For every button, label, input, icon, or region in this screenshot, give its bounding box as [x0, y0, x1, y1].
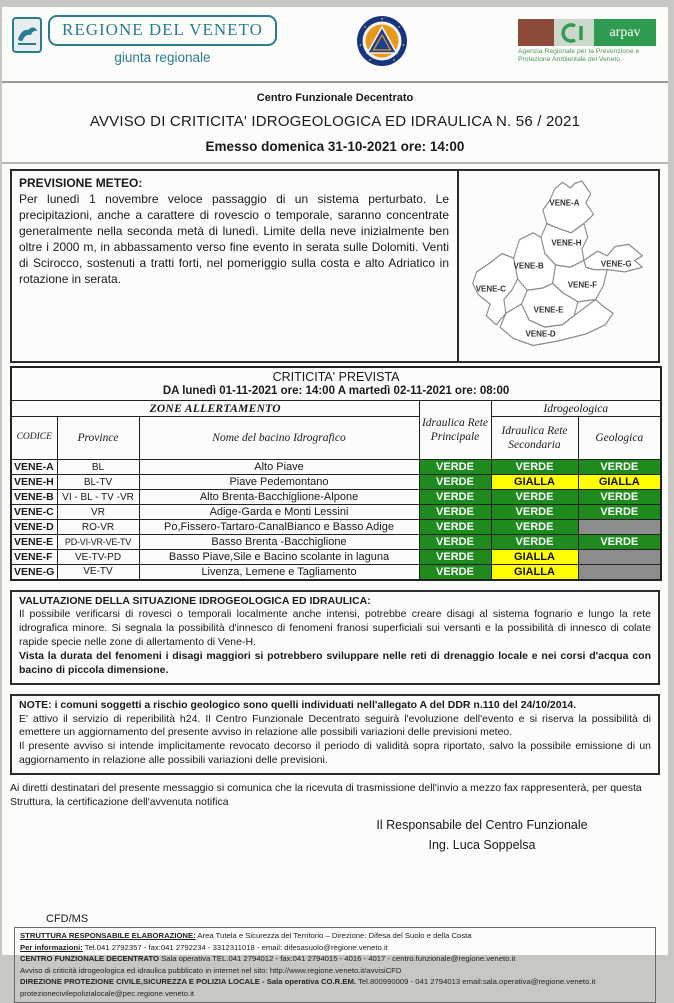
zone-provinces: VI - BL - TV -VR: [57, 490, 139, 505]
zone-code: VENE-E: [11, 535, 57, 550]
forecast-heading: PREVISIONE METEO:: [19, 176, 143, 190]
zone-code: VENE-H: [11, 475, 57, 490]
status-geologica: VERDE: [578, 505, 661, 520]
header-bacino: Nome del bacino Idrografico: [139, 417, 419, 460]
status-rete-principale: VERDE: [419, 460, 491, 475]
letterhead: [2, 7, 668, 75]
zone-code: VENE-A: [11, 460, 57, 475]
note-heading: NOTE: i comuni soggetti a rischio geologico sono quelli individuati nell'allegato A del DDR n.110 del 24/10/2014.: [19, 698, 577, 711]
zone-provinces: PD-VI-VR-VE-TV: [57, 535, 139, 550]
forecast-text: Per lunedì 1 novembre veloce passaggio di un sistema perturbato. Le precipitazioni, anche a carattere di rovescio o temporale, saranno concentrate generalmente nella seconda metà di lunedì. Limite della neve inizialmente ben oltre i 2000 m, in abbassamento verso fine evento in serata sulle Dolomiti. Venti di Scirocco, sostenuti a tratti forti, nel pomeriggio sulla costa e alto Adriatico in rotazione in serata.: [19, 192, 449, 286]
status-rete-secondaria: VERDE: [491, 460, 578, 475]
zone-basin: Alto Piave: [139, 460, 419, 475]
status-rete-secondaria: GIALLA: [491, 475, 578, 490]
note-text: E' attivo il servizio di reperibilità h24. Il Centro Funzionale Decentrato seguirà l'evoluzione dell'evento e si riserva la possibilità di emettere un aggiornamento del presente avviso in relazione alle possibili variazioni delle previsioni meteo.: [19, 712, 651, 739]
status-rete-secondaria: VERDE: [491, 490, 578, 505]
alert-zones-map: [459, 171, 658, 361]
criticita-validity-period: DA lunedì 01-11-2021 ore: 14:00 A martedì 02-11-2021 ore: 08:00: [162, 385, 510, 397]
status-rete-principale: VERDE: [419, 505, 491, 520]
zone-basin: Piave Pedemontano: [139, 475, 419, 490]
criticita-title: CRITICITA' PREVISTA: [272, 370, 400, 384]
zone-basin: Basso Piave,Sile e Bacino scolante in laguna: [139, 550, 419, 565]
zone-code: VENE-C: [11, 505, 57, 520]
header-province: Province: [57, 417, 139, 460]
zone-provinces: VE-TV: [57, 565, 139, 580]
giunta-regionale-label: giunta regionale: [114, 50, 211, 65]
title-divider: [2, 162, 668, 164]
signature-role: Il Responsabile del Centro Funzionale: [376, 818, 588, 833]
status-geologica: VERDE: [578, 535, 661, 550]
map-zone-label: VENE-E: [533, 305, 564, 315]
status-rete-secondaria: VERDE: [491, 505, 578, 520]
zone-basin: Livenza, Lemene e Tagliamento: [139, 565, 419, 580]
footer-line: protezionecivilepolizialocale@pec.regione.veneto.it: [20, 988, 195, 998]
status-geologica: [578, 520, 661, 535]
table-row: [11, 460, 661, 475]
map-zone-label: VENE-G: [600, 259, 632, 269]
header-idraulica-rete-secondaria: Idraulica Rete Secondaria: [491, 417, 578, 460]
status-rete-principale: VERDE: [419, 520, 491, 535]
zone-provinces: VR: [57, 505, 139, 520]
arpav-caption: Agenzia Regionale per la Prevenzione e Protezione Ambientale del Veneto: [518, 48, 640, 64]
table-row: [11, 490, 661, 505]
protezione-civile-badge-icon: [356, 15, 408, 67]
document-title: AVVISO DI CRITICITA' IDROGEOLOGICA ED IDRAULICA N. 56 / 2021: [89, 113, 581, 130]
map-zone-label: VENE-A: [549, 198, 580, 208]
zone-basin: Alto Brenta-Bacchiglione-Alpone: [139, 490, 419, 505]
zone-provinces: VE-TV-PD: [57, 550, 139, 565]
issue-datetime: Emesso domenica 31-10-2021 ore: 14:00: [205, 139, 465, 154]
status-rete-secondaria: VERDE: [491, 520, 578, 535]
arpav-lion-panel-icon: [518, 19, 554, 46]
regione-veneto-logo: [12, 15, 277, 65]
signature-block: [332, 816, 632, 855]
header-codice: CODICE: [11, 417, 57, 460]
forecast-section: [10, 169, 660, 363]
map-zone-label: VENE-H: [551, 238, 582, 248]
zone-code: VENE-B: [11, 490, 57, 505]
arpav-logo: [518, 19, 656, 64]
map-zone-label: VENE-F: [567, 280, 598, 290]
fax-notice: Ai diretti destinatari del presente messaggio si comunica che la ricevuta di trasmissione dell'invio a mezzo fax rappresenterà, per questa Struttura, la certificazione dell'avvenuta notifica: [10, 781, 642, 809]
footer-line: STRUTTURA RESPONSABILE ELABORAZIONE: Area Tutela e Sicurezza del Territorio – Direzione: Difesa del Suolo e della Costa: [20, 931, 472, 941]
header-idraulica-rete-principale: Idraulica Rete Principale: [419, 401, 491, 460]
footer-line: CENTRO FUNZIONALE DECENTRATO Sala operativa TEL.041 2794012 - fax:041 2794015 - 4016 - 4017 - centro.funzionale@regione.veneto.it: [20, 954, 516, 964]
status-rete-principale: VERDE: [419, 475, 491, 490]
status-rete-secondaria: VERDE: [491, 535, 578, 550]
zone-provinces: BL: [57, 460, 139, 475]
note-section: [10, 694, 660, 775]
regione-title: REGIONE DEL VENETO: [48, 15, 277, 46]
header-idrogeologica: Idrogeologica: [491, 401, 661, 417]
zone-code: VENE-D: [11, 520, 57, 535]
valutazione-text: Il possibile verificarsi di rovesci o temporali localmente anche intensi, potrebbe creare disagi al sistema fognario e lungo la rete idrografica minore. Si segnala la possibilità d'innesco di fenomeni franosi superficiali sui versanti e la possibilità di innesco di colate rapide specie nelle zone di allertamento di Vene-H.: [19, 608, 651, 649]
table-row: [11, 505, 661, 520]
status-rete-secondaria: GIALLA: [491, 565, 578, 580]
status-rete-secondaria: GIALLA: [491, 550, 578, 565]
document-page: [2, 7, 668, 998]
status-geologica: [578, 550, 661, 565]
footer-contacts: [14, 927, 656, 1003]
table-row: [11, 550, 661, 565]
table-row: [11, 520, 661, 535]
note-text: Il presente avviso si intende implicitamente revocato decorso il periodo di validità sopra riportato, salvo la possibile emissione di un aggiornamento in relazione alle possibili variazioni delle previsioni.: [19, 740, 651, 767]
table-row: [11, 535, 661, 550]
footer-line: Per informazioni: Tel.041 2792357 - fax:041 2792234 - 3312311018 - email: difesasuolo@regione.veneto.it: [20, 942, 388, 952]
status-rete-principale: VERDE: [419, 550, 491, 565]
status-geologica: VERDE: [578, 490, 661, 505]
map-zone-label: VENE-C: [475, 284, 506, 294]
zone-code: VENE-G: [11, 565, 57, 580]
zone-basin: Adige-Garda e Monti Lessini: [139, 505, 419, 520]
footer-line: Avviso di criticità idrogeologica ed idraulica pubblicato in internet nel sito: http://www.regione.veneto.it/avvisiCFD: [20, 965, 402, 975]
office-name: Centro Funzionale Decentrato: [256, 92, 414, 104]
zone-provinces: BL-TV: [57, 475, 139, 490]
valutazione-section: [10, 590, 660, 685]
header-geologica: Geologica: [578, 417, 661, 460]
map-zone-label: VENE-D: [525, 329, 556, 339]
zone-basin: Po,Fissero-Tartaro-CanalBianco e Basso Adige: [139, 520, 419, 535]
signature-name: Ing. Luca Soppelsa: [428, 837, 536, 852]
header-divider: [2, 81, 668, 83]
map-zone-label: VENE-B: [513, 261, 544, 271]
status-rete-principale: VERDE: [419, 565, 491, 580]
document-code: CFD/MS: [46, 913, 89, 926]
table-row: [11, 565, 661, 580]
arpav-wordmark: arpav: [594, 19, 656, 46]
valutazione-heading: VALUTAZIONE DELLA SITUAZIONE IDROGEOLOGICA ED IDRAULICA:: [19, 594, 371, 607]
zone-code: VENE-F: [11, 550, 57, 565]
status-geologica: VERDE: [578, 460, 661, 475]
status-rete-principale: VERDE: [419, 490, 491, 505]
zone-provinces: RO-VR: [57, 520, 139, 535]
table-row: [11, 475, 661, 490]
zone-basin: Basso Brenta -Bacchiglione: [139, 535, 419, 550]
status-geologica: GIALLA: [578, 475, 661, 490]
veneto-lion-crest-icon: [12, 17, 42, 53]
status-geologica: [578, 565, 661, 580]
header-zone-allertamento: ZONE ALLERTAMENTO: [11, 401, 419, 417]
valutazione-text-bold: Vista la durata del fenomeni i disagi maggiori si potrebbero sviluppare nelle reti di drenaggio locale e nei corsi d'acqua con bacino di piccola dimensione.: [19, 649, 651, 676]
status-rete-principale: VERDE: [419, 535, 491, 550]
footer-line: DIREZIONE PROTEZIONE CIVILE,SICUREZZA E POLIZIA LOCALE - Sala operativa CO.R.EM. Tel.800990009 - 041 2794013 email:sala.operativa@regione.veneto.it: [20, 977, 596, 987]
arpav-glyph-icon: [554, 19, 594, 46]
criticita-table: [10, 366, 662, 581]
